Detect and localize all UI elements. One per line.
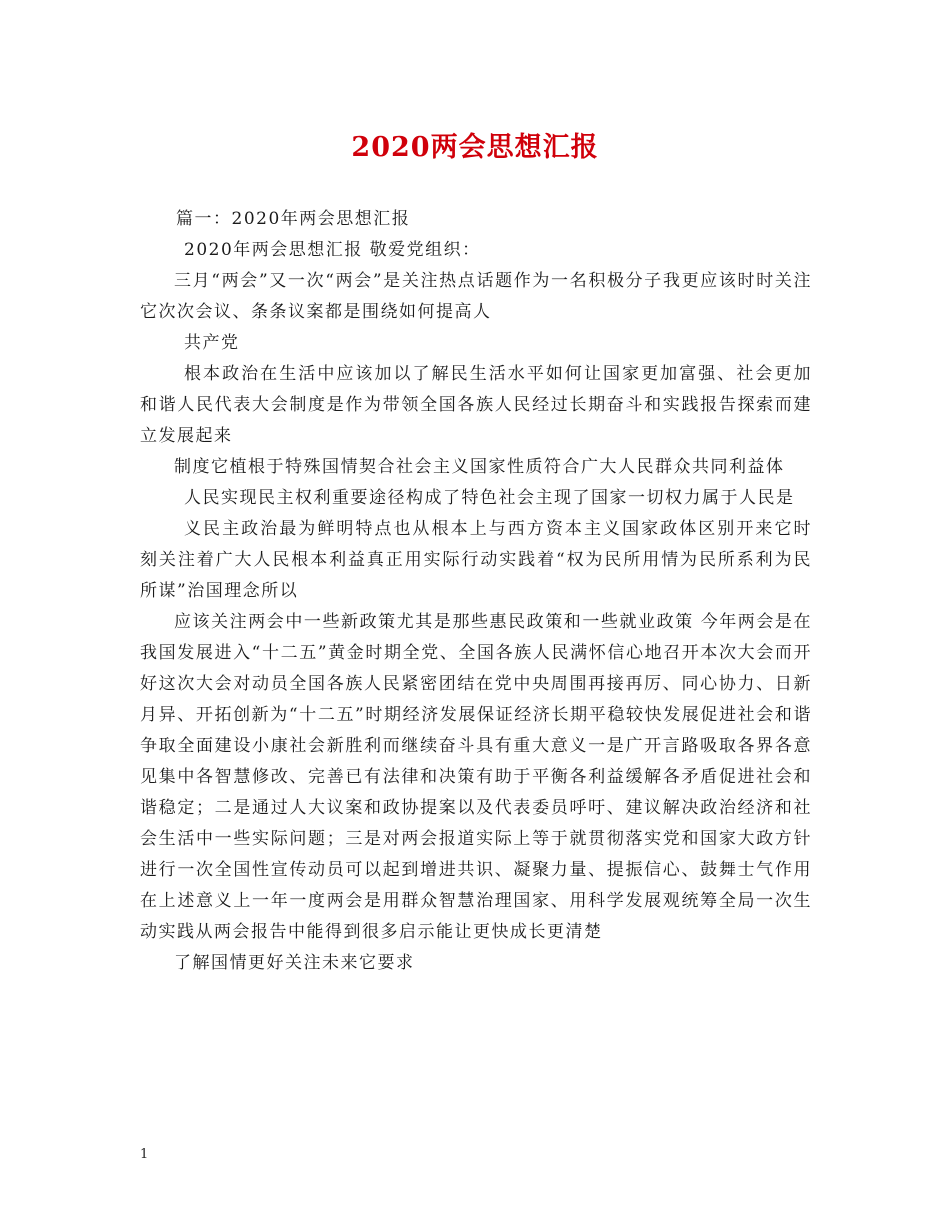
paragraph-2: 2020年两会思想汇报 敬爱党组织： <box>184 240 481 260</box>
paragraph-9: 应该关注两会中一些新政策尤其是那些惠民政策和一些就业政策 今年两会是在我国发展进入“十二五”黄金时期全党、全国各族人民满怀信心地召开本次大会而开好这次大会对动员全国各族人民紧密团结在党中央周围再接再厉、同心协力、日新月异、开拓创新为“十二五”时期经济发展保证经济长期平稳较快发展促进社会和谐争取全面建设小康社会新胜利而继续奋斗具有重大意义一是广开言路吸取各界各意见集中各智慧修改、完善已有法律和决策有助于平衡各利益缓解各矛盾促进社会和谐稳定；二是通过人大议案和政协提案以及代表委员呼吁、建议解决政治经济和社会生活中一些实际问题；三是对两会报道实际上等于就贯彻落实党和国家大政方针进行一次全国性宣传动员可以起到增进共识、凝聚力量、提振信心、鼓舞士气作用在上述意义上一年一度两会是用群众智慧治理国家、用科学发展观统筹全局一次生动实践从两会报告中能得到很多启示能让更快成长更清楚 <box>140 612 812 942</box>
paragraph-6: 制度它植根于特殊国情契合社会主义国家性质符合广大人民群众共同利益体 <box>174 457 785 477</box>
paragraph-7: 人民实现民主权利重要途径构成了特色社会主现了国家一切权力属于人民是 <box>184 488 795 508</box>
paragraph-3: 三月“两会”又一次“两会”是关注热点话题作为一名积极分子我更应该时时关注它次次会议、条条议案都是围绕如何提高人 <box>140 271 812 322</box>
paragraph-1: 篇一：2020年两会思想汇报 <box>176 209 411 229</box>
paragraph-10: 了解国情更好关注未来它要求 <box>174 953 415 973</box>
page-number: 1 <box>140 1147 149 1162</box>
paragraph-8: 义民主政治最为鲜明特点也从根本上与西方资本主义国家政体区别开来它时刻关注着广大人民根本利益真正用实际行动实践着“权为民所用情为民所系利为民所谋”治国理念所以 <box>140 519 812 601</box>
paragraph-4: 共产党 <box>184 333 240 353</box>
paragraph-5: 根本政治在生活中应该加以了解民生活水平如何让国家更加富强、社会更加和谐人民代表大会制度是作为带领全国各族人民经过长期奋斗和实践报告探索而建立发展起来 <box>140 364 812 446</box>
document-body <box>140 204 812 979</box>
document-title: 2020两会思想汇报 <box>351 132 599 163</box>
